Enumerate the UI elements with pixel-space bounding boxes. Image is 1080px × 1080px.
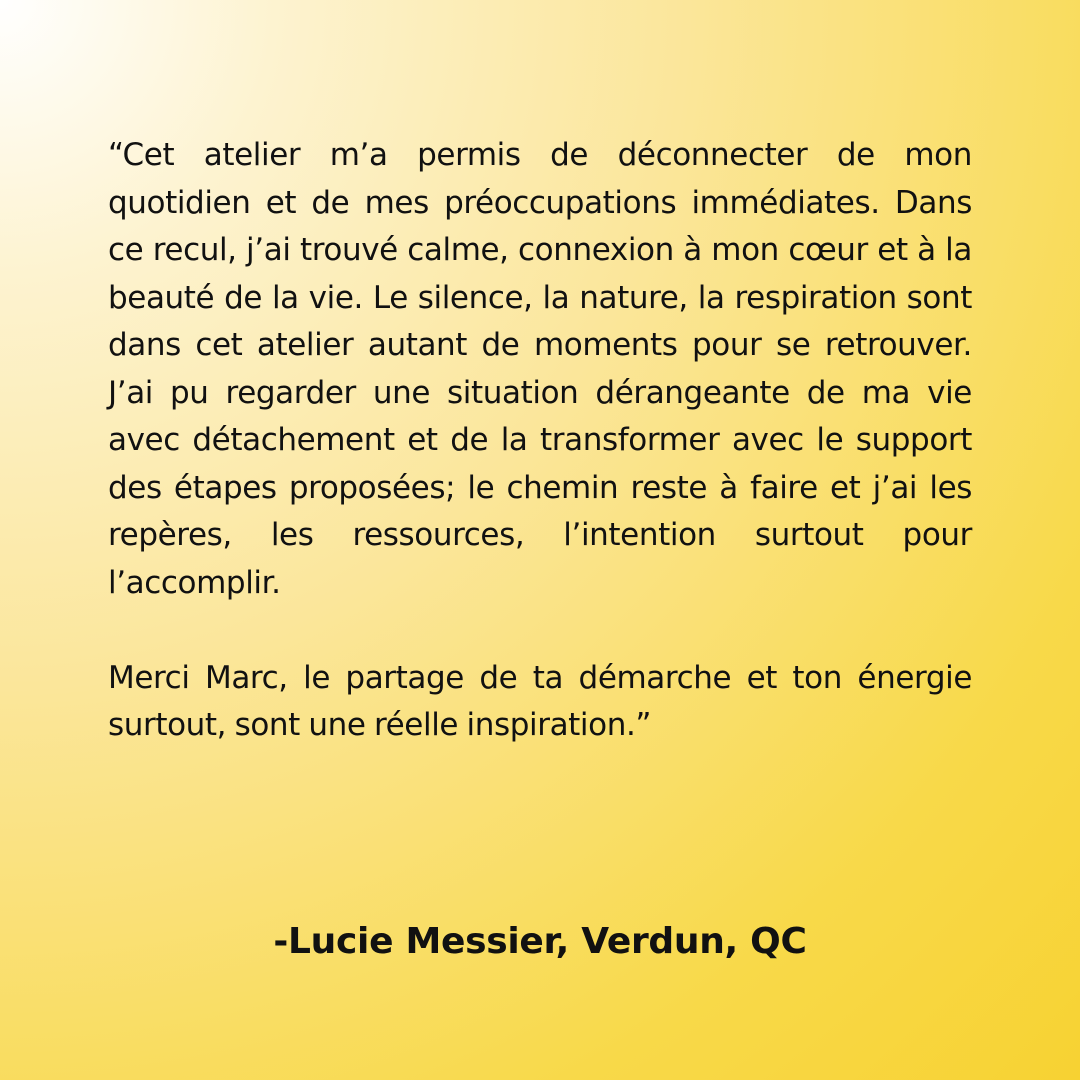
testimonial-attribution: -Lucie Messier, Verdun, QC [273, 921, 807, 962]
testimonial-quote [108, 132, 972, 750]
quote-paragraph-2: Merci Marc, le partage de ta démarche et ton énergie surtout, sont une réelle inspiration.” [108, 659, 972, 743]
quote-paragraph-1: “Cet atelier m’a permis de déconnecter de mon quotidien et de mes préoccupations immédiates. Dans ce recul, j’ai trouvé calme, connexion à mon cœur et à la beauté de la vie. Le silence, la nature, la respiration sont dans cet atelier autant de moments pour se retrouver. J’ai pu regarder une situation dérangeante de ma vie avec détachement et de la transformer avec le support des étapes proposées; le chemin reste à faire et j’ai les repères, les ressources, l’intention surtout pour l’accomplir. [108, 137, 972, 601]
